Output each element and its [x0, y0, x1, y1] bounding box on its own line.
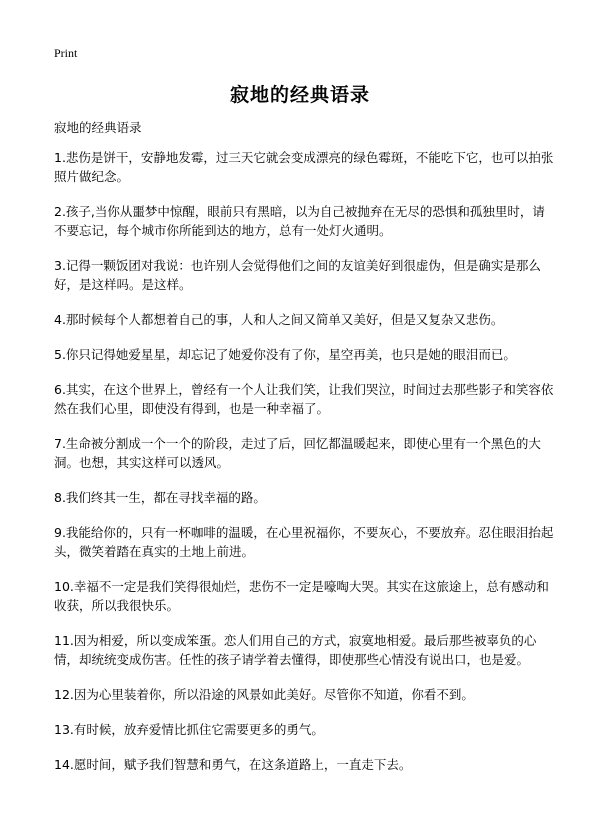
quote-item: 2.孩子,当你从噩梦中惊醒，眼前只有黑暗，以为自己被抛弃在无尽的恐惧和孤独里时，请不要忘记，每个城市你所能到达的地方，总有一处灯火通明。	[54, 204, 545, 238]
page-title: 寂地的经典语录	[229, 84, 370, 106]
quote-item: 14.愿时间，赋予我们智慧和勇气，在这条道路上，一直走下去。	[54, 757, 412, 772]
quote-item: 3.记得一颗饭团对我说：也许别人会觉得他们之间的友谊美好到很虚伪，但是确实是那么好，是这样吗。是这样。	[54, 258, 541, 292]
quote-item: 12.因为心里装着你，所以沿途的风景如此美好。尽管你不知道，你看不到。	[54, 687, 474, 702]
quote-item: 10.幸福不一定是我们笑得很灿烂，悲伤不一定是嚎啕大哭。其实在这旅途上，总有感动和收获，所以我很快乐。	[54, 579, 549, 613]
print-link[interactable]: Print	[54, 46, 78, 60]
quote-item: 1.悲伤是饼干，安静地发霉，过三天它就会变成漂亮的绿色霉斑，不能吃下它，也可以拍张照片做纪念。	[54, 150, 554, 184]
quote-item: 13.有时候，放弃爱情比抓住它需要更多的勇气。	[54, 722, 324, 737]
quote-item: 7.生命被分割成一个一个的阶段，走过了后，回忆都温暖起来，即使心里有一个黑色的大洞。也想，其实这样可以透风。	[54, 436, 541, 470]
quote-list	[54, 148, 554, 790]
quote-item: 9.我能给你的，只有一杯咖啡的温暖，在心里祝福你，不要灰心，不要放弃。忍住眼泪抬起头，微笑着踏在真实的土地上前进。	[54, 525, 554, 559]
quote-item: 4.那时候每个人都想着自己的事，人和人之间又简单又美好，但是又复杂又悲伤。	[54, 312, 504, 327]
page-subtitle: 寂地的经典语录	[54, 120, 142, 135]
quote-item: 6.其实，在这个世界上，曾经有一个人让我们笑，让我们哭泣，时间过去那些影子和笑容依然在我们心里，即使没有得到，也是一种幸福了。	[54, 382, 554, 416]
quote-item: 11.因为相爱，所以变成笨蛋。恋人们用自己的方式，寂寞地相爱。最后那些被辜负的心情，却统统变成伤害。任性的孩子请学着去懂得，即使那些心情没有说出口，也是爱。	[54, 633, 537, 667]
quote-item: 8.我们终其一生，都在寻找幸福的路。	[54, 490, 266, 505]
quote-item: 5.你只记得她爱星星，却忘记了她爱你没有了你，星空再美，也只是她的眼泪而已。	[54, 347, 516, 362]
